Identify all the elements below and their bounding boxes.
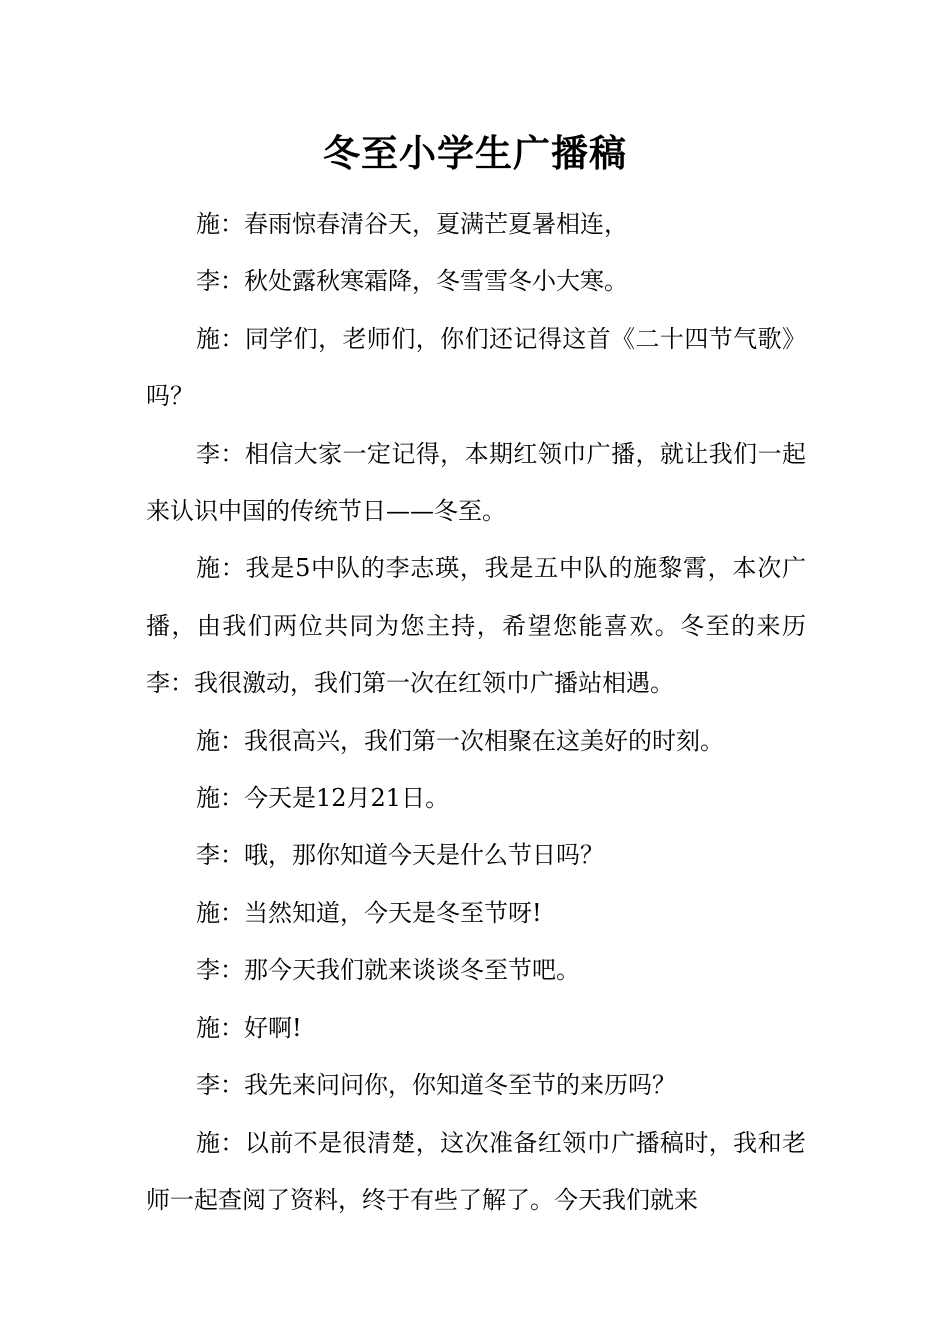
paragraph: 施：当然知道，今天是冬至节呀! (196, 898, 542, 927)
paragraph: 施：春雨惊春清谷天，夏满芒夏暑相连， (196, 210, 628, 238)
paragraph: 李：相信大家一定记得，本期红领巾广播，就让我们一起来认识中国的传统节日——冬至。 (146, 439, 806, 526)
paragraph: 施：以前不是很清楚，这次准备红领巾广播稿时，我和老师一起查阅了资料，终于有些了解了。今天我们就来 (146, 1128, 806, 1214)
document-body (146, 196, 806, 1229)
paragraph: 施：同学们，老师们，你们还记得这首《二十四节气歌》吗？ (146, 324, 806, 411)
paragraph: 李：秋处露秋寒霜降，冬雪雪冬小大寒。 (196, 267, 628, 296)
paragraph: 李：那今天我们就来谈谈冬至节吧。 (196, 956, 580, 985)
paragraph: 李：哦，那你知道今天是什么节日吗？ (196, 841, 604, 870)
paragraph: 施：今天是12月21日。 (196, 784, 450, 813)
paragraph: 李：我先来问问你，你知道冬至节的来历吗？ (196, 1071, 676, 1100)
page-title: 冬至小学生广播稿 (323, 131, 627, 175)
paragraph: 施：好啊! (196, 1013, 302, 1042)
paragraph: 施：我很高兴，我们第一次相聚在这美好的时刻。 (196, 726, 724, 755)
paragraph: 施：我是5中队的李志瑛，我是五中队的施黎霄，本次广播，由我们两位共同为您主持，希望您能喜欢。冬至的来历李：我很激动，我们第一次在红领巾广播站相遇。 (146, 554, 806, 698)
